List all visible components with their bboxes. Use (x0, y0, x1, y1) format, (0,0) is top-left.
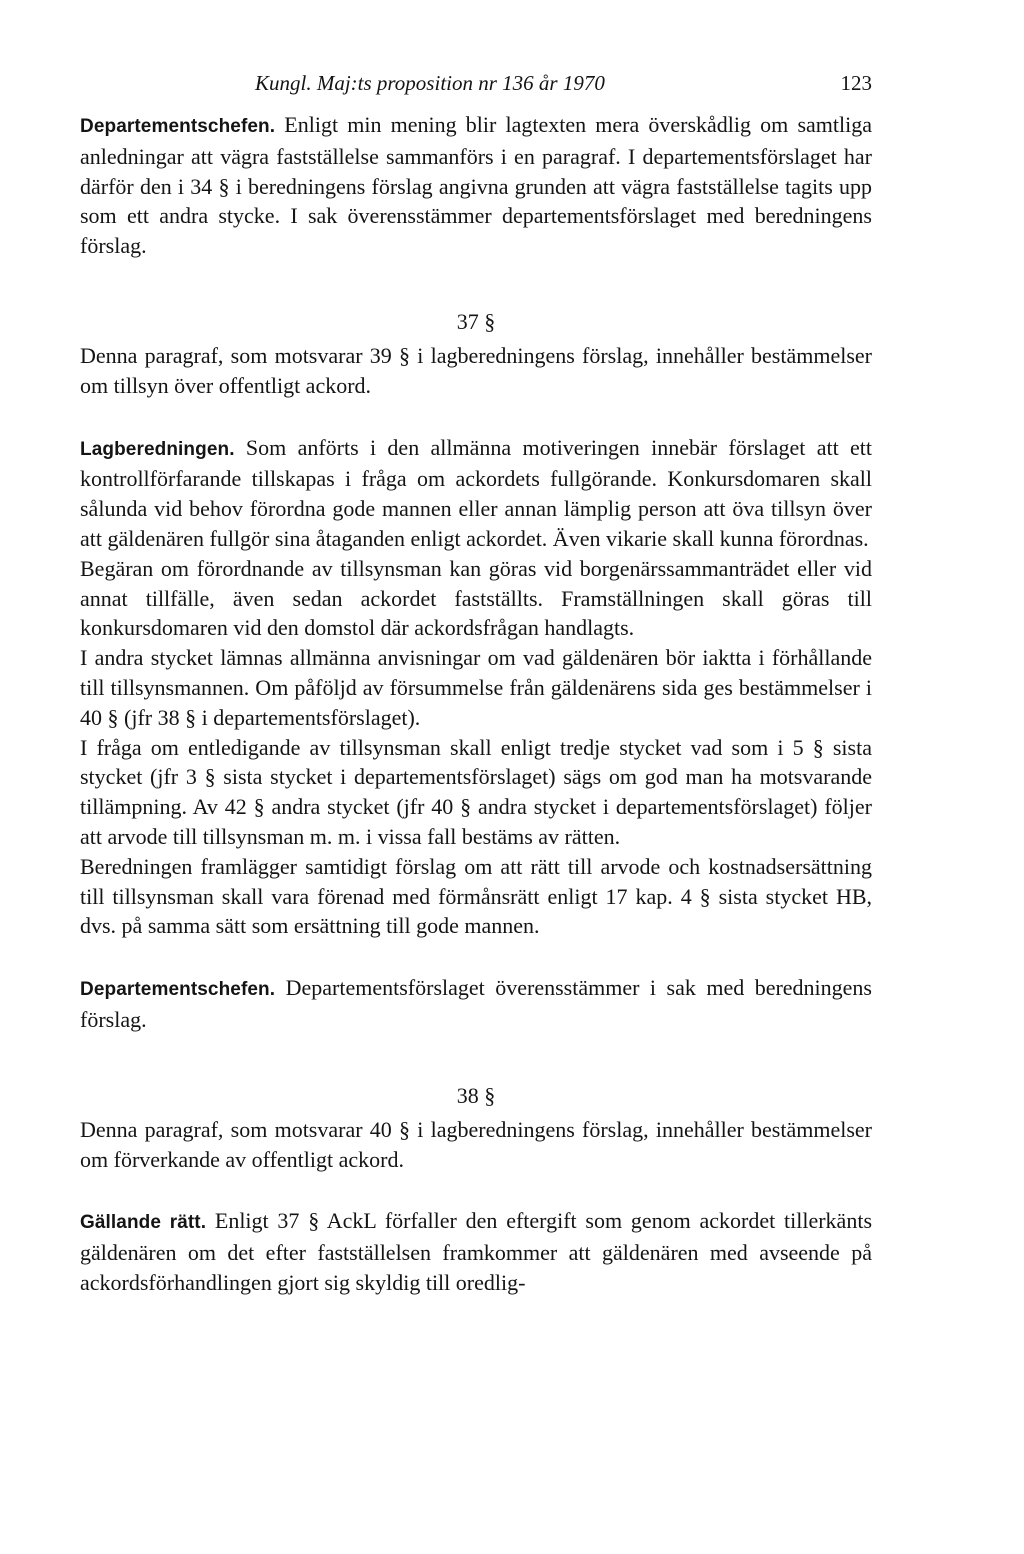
running-title: Kungl. Maj:ts proposition nr 136 år 1970 (255, 71, 605, 95)
paragraph-lead: Departementschefen. (80, 116, 276, 137)
paragraph-lead: Lagberedningen. (80, 438, 235, 460)
paragraph-38-intro: Denna paragraf, som motsvarar 40 § i lagberedningens förslag, innehåller bestämmelser om förverkande av offentligt ackord. (80, 1116, 872, 1172)
paragraph-beredningen: Beredningen framlägger samtidigt förslag om att rätt till arvode och kostnadsersättning till tillsynsman skall vara förenad med förmånsrätt enligt 17 kap. 4 § sista stycket HB, dvs. på samma sätt som ersättning till gode mannen. (80, 853, 872, 939)
paragraph-begaran: Begäran om förordnande av tillsynsman kan göras vid borgenärssammanträdet eller vid annat tillfälle, även sedan ackordet fastställts. Framställningen skall göras till konkursdomaren vid den domstol där ackordsfrågan handlagts. (80, 555, 872, 641)
spacer (80, 401, 872, 433)
paragraph-entledigande: I fråga om entledigande av tillsynsman skall enligt tredje stycket vad som i 5 § sista stycket (jfr 3 § sista stycket i departementsförslaget) sägs om god man ha motsvarande tillämpning. Av 42 § andra stycket (jfr 40 § andra stycket i departementsförslaget) följer att arvode till tillsynsman m. m. i vissa fall bestäms av rätten. (80, 734, 872, 849)
page-number: 123 (840, 71, 872, 95)
paragraph-gallande-ratt (80, 1206, 872, 1297)
paragraph-departementschefen-2 (80, 973, 872, 1035)
paragraph-text: Enligt min mening blir lagtexten mera överskådlig om samtliga anledningar att vägra fastställelse sammanförs i en paragraf. I departementsförslaget har därför den i 34 § i beredningens förslag angivna grunden att vägra fastställelse tagits upp som ett andra stycke. I sak överensstämmer departementsförslaget med beredningens förslag. (80, 112, 872, 259)
running-header (80, 68, 872, 98)
paragraph-text: Som anförts i den allmänna motiveringen innebär förslaget att ett kontrollförfarande tillskapas i fråga om ackordets fullgörande. Konkursdomaren skall sålunda vid behov förordna gode mannen eller annan lämplig person att öva tillsyn över att gäldenären fullgör sina åtaganden enligt ackordet. Även vikarie skall kunna förordnas. (80, 434, 872, 551)
spacer (80, 1035, 872, 1081)
section-heading-37: 37 § (456, 308, 496, 334)
paragraph-andra-stycket: I andra stycket lämnas allmänna anvisningar om vad gäldenären bör iaktta i förhållande till tillsynsmannen. Om påföljd av försummelse från gäldenärens sida ges bestämmelser i 40 § (jfr 38 § i departementsförslaget). (80, 645, 872, 730)
paragraph-37-intro: Denna paragraf, som motsvarar 39 § i lagberedningens förslag, innehåller bestämmelser om tillsyn över offentligt ackord. (80, 342, 872, 398)
spacer (80, 1174, 872, 1206)
paragraph-text: Departementsförslaget överensstämmer i sak med beredningens förslag. (80, 975, 872, 1032)
paragraph-lead: Gällande rätt. (80, 1212, 207, 1234)
paragraph-lead: Departementschefen. (80, 979, 276, 1001)
paragraph-departementschefen-1 (80, 110, 872, 261)
section-heading-38: 38 § (456, 1082, 496, 1108)
spacer (80, 261, 872, 307)
paragraph-text: Enligt 37 § AckL förfaller den eftergift som genom ackordet tillerkänts gäldenären om det efter fastställelsen framkommer att gäldenären med avseende på ackordsförhandlingen gjort sig skyldig till oredlig- (80, 1208, 872, 1295)
paragraph-lagberedningen (80, 433, 872, 554)
spacer (80, 98, 872, 110)
spacer (80, 941, 872, 973)
document-page (80, 68, 872, 1518)
